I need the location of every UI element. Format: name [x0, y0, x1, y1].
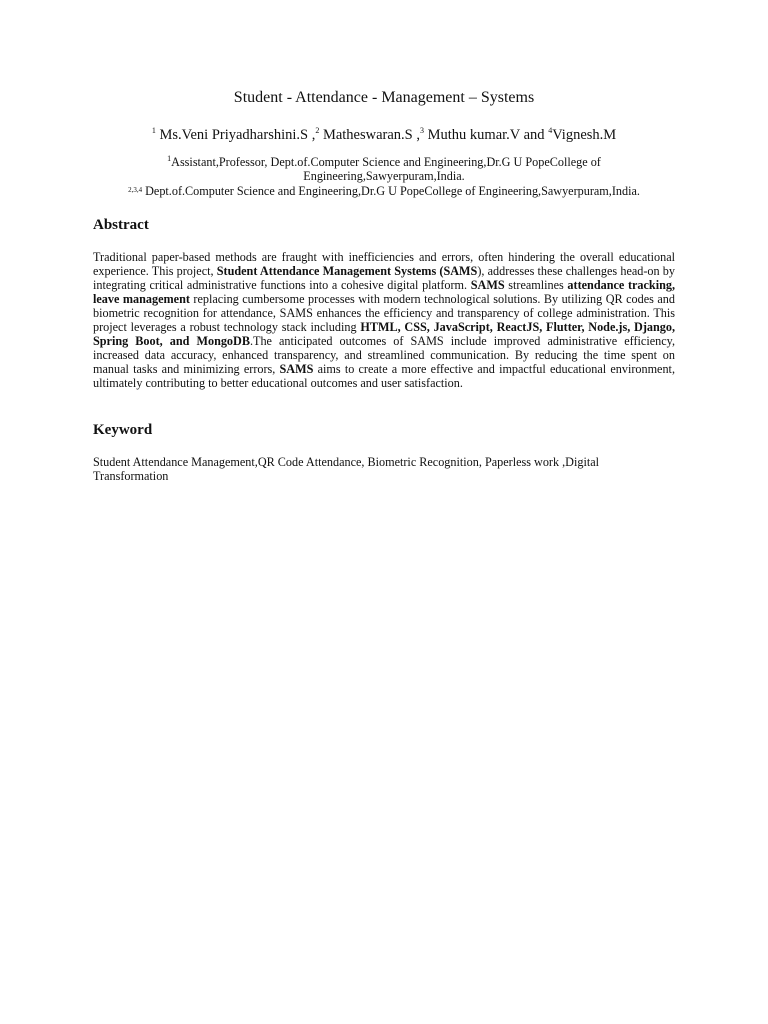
- abstract-body: [93, 250, 675, 390]
- abstract-segment: Traditional paper-based methods are fraught with inefficiencies and errors, often hindering the overall educational experience. This project,: [93, 250, 675, 278]
- affiliation-1-text: Assistant,Professor, Dept.of.Computer Science and Engineering,Dr.G U PopeCollege of Engineering,Sawyerpuram,India.: [171, 155, 601, 183]
- affiliation-1-superscript: 1: [167, 154, 172, 163]
- abstract-heading: Abstract: [93, 217, 149, 233]
- abstract-segment-bold: SAMS: [470, 278, 505, 292]
- author-2-superscript: 2: [315, 126, 320, 135]
- abstract-segment-bold: HTML, CSS, JavaScript, ReactJS, Flutter, Node.js, Django, Spring Boot, and MongoDB: [93, 320, 675, 348]
- abstract-segment: streamlines: [504, 278, 568, 292]
- abstract-segment: aims to create a more effective and impactful educational environment, ultimately contributing to better educational outcomes and user satisfaction.: [93, 362, 675, 390]
- author-1-name: Ms.Veni Priyadharshini.S ,: [159, 127, 316, 143]
- affiliation-2: [93, 184, 675, 198]
- abstract-segment-bold: Student Attendance Management Systems (SAMS: [216, 264, 478, 278]
- author-3-name: Muthu kumar.V and: [427, 127, 545, 143]
- keywords-text: Student Attendance Management,QR Code Attendance, Biometric Recognition, Paperless work ,Digital Transformation: [93, 455, 600, 483]
- abstract-segment-bold: SAMS: [279, 362, 314, 376]
- abstract-segment: ), addresses these challenges head-on by integrating critical administrative functions into a cohesive digital platform.: [93, 264, 675, 292]
- author-1-superscript: 1: [151, 126, 156, 135]
- author-4-name: Vignesh.M: [552, 127, 617, 143]
- author-4-superscript: 4: [548, 126, 553, 135]
- affiliation-1: [93, 155, 675, 183]
- paper-title: Student - Attendance - Management – Systems: [233, 89, 535, 106]
- affiliation-2-superscript: 2,3,4: [128, 186, 143, 194]
- author-3-superscript: 3: [420, 126, 424, 135]
- author-list: [0, 125, 768, 145]
- abstract-segment: replacing cumbersome processes with modern technological solutions. By utilizing QR codes and biometric recognition for attendance, SAMS enhances the efficiency and transparency of college administration. This project leverages a robust technology stack including: [93, 292, 675, 334]
- abstract-segment-bold: attendance tracking, leave management: [93, 278, 675, 306]
- keyword-heading: Keyword: [93, 422, 153, 438]
- author-2-name: Matheswaran.S ,: [322, 127, 420, 143]
- affiliation-2-text: Dept.of.Computer Science and Engineering,Dr.G U PopeCollege of Engineering,Sawyerpuram,India.: [145, 184, 640, 198]
- abstract-segment: .The anticipated outcomes of SAMS include improved administrative efficiency, increased data accuracy, enhanced transparency, and streamlined communication. By reducing the time spent on manual tasks and minimizing errors,: [93, 334, 675, 376]
